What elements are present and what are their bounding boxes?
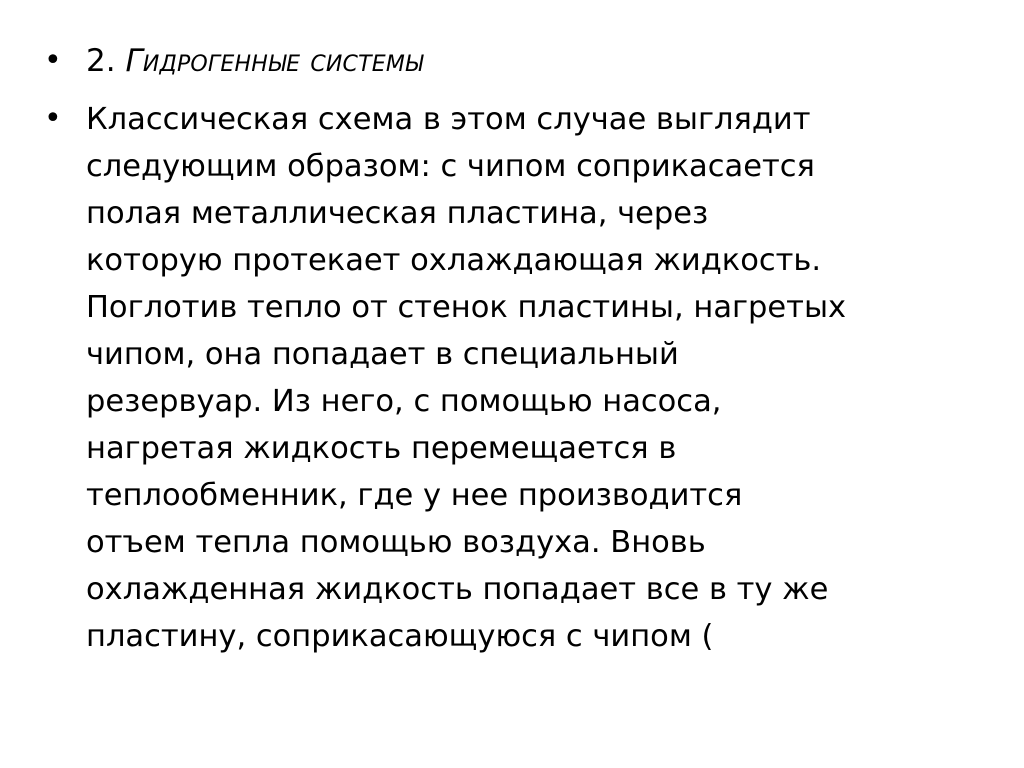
body-line: полая металлическая пластина, через [86, 196, 709, 231]
body-line: пластину, соприкасающуюся с чипом ( [86, 619, 714, 654]
body-line: которую протекает охлаждающая жидкость. [86, 243, 822, 278]
bullet-list [44, 38, 974, 660]
body-line: Классическая схема в этом случае выглядит [86, 102, 811, 137]
body-line: нагретая жидкость перемещается в [86, 431, 677, 466]
body-line: следующим образом: с чипом соприкасается [86, 149, 815, 184]
bullet-point-icon: • [44, 43, 62, 78]
body-line: чипом, она попадает в специальный [86, 337, 679, 372]
body-line: теплообменник, где у нее производится [86, 478, 743, 513]
body-line: охлажденная жидкость попадает все в ту же [86, 572, 829, 607]
body-line: резервуар. Из него, с помощью насоса, [86, 384, 722, 419]
section-heading [86, 38, 974, 84]
bullet-point-icon: • [44, 101, 62, 136]
body-bullet [44, 96, 974, 660]
body-line: Поглотив тепло от стенок пластины, нагретых [86, 290, 847, 325]
body-paragraph [86, 96, 974, 660]
body-line: отъем тепла помощью воздуха. Вновь [86, 525, 706, 560]
section-title: Гидрогенные системы [125, 43, 424, 79]
section-number: 2. [86, 43, 116, 79]
heading-bullet [44, 38, 974, 84]
